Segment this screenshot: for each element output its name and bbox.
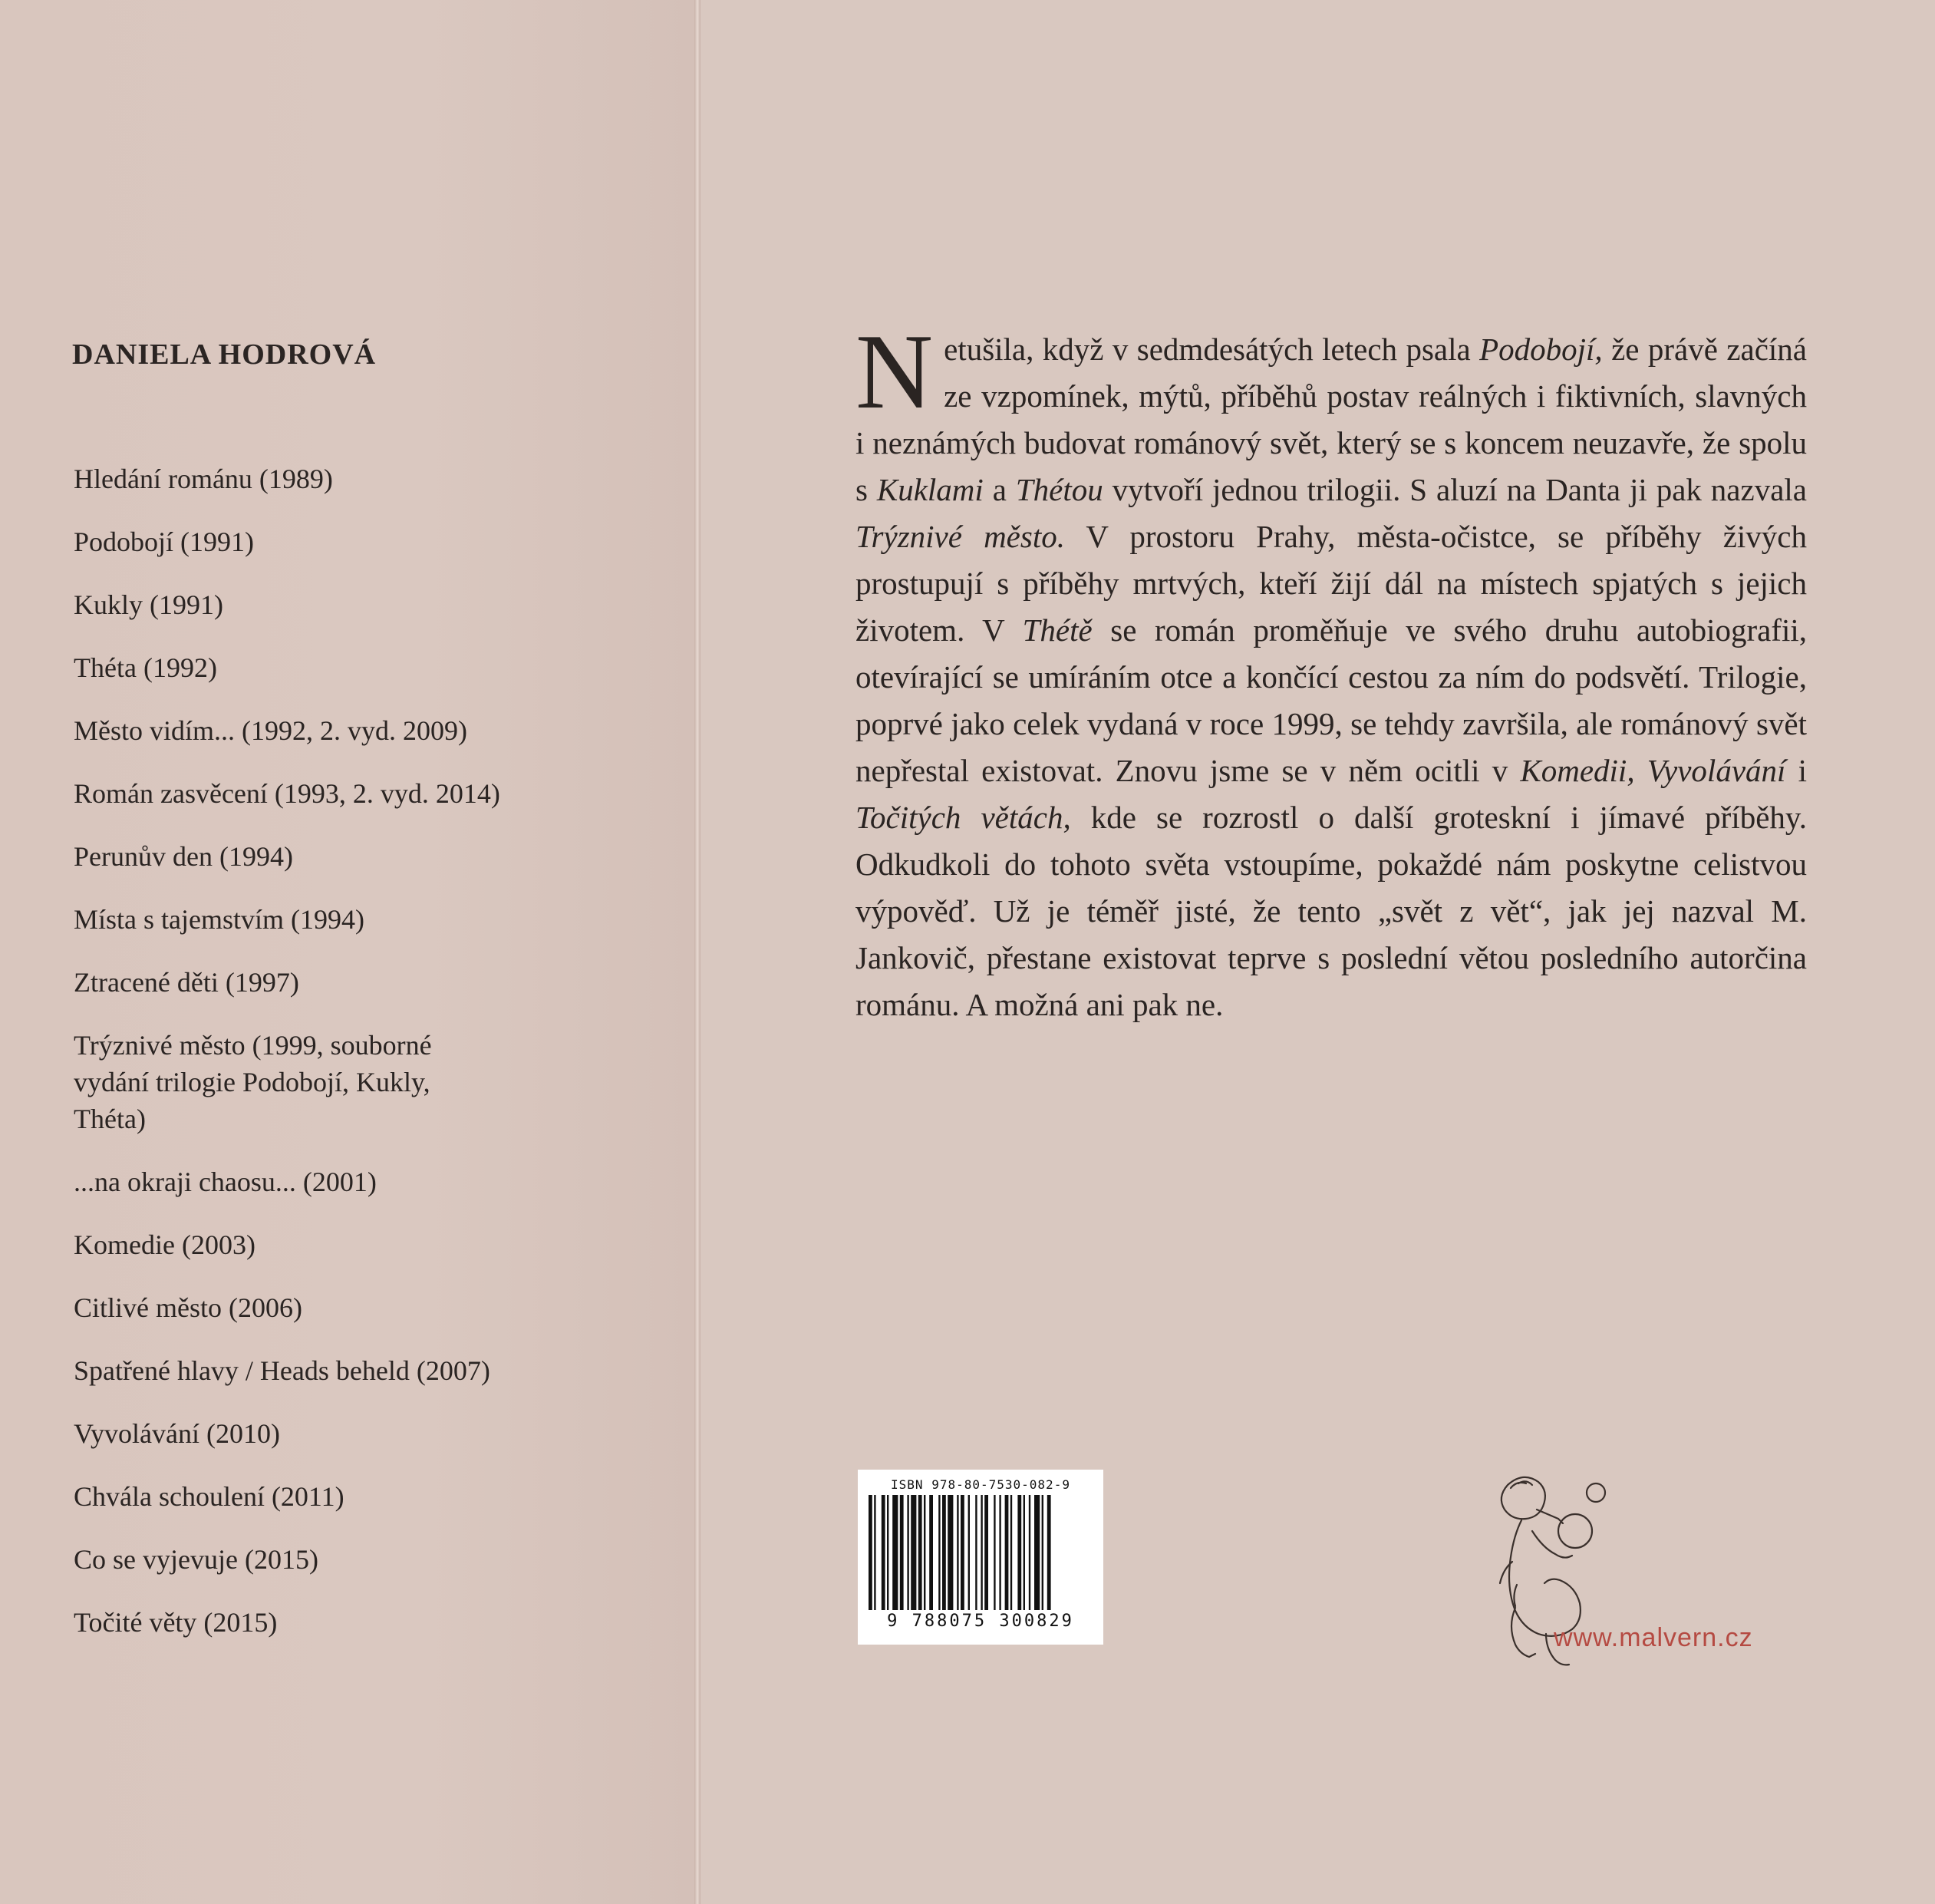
book-title: Podobojí, [1479,332,1603,367]
blurb-run: V prostoru Prahy, města-očistce, se příběhy živých prostupují s příběhy mrtvých, kteří žijí dál na místech spjatých s jejich životem. V [855,519,1807,648]
blurb-run: i [1785,753,1807,788]
book-title: Trýznivé město. [855,519,1065,554]
list-item: Točité věty (2015) [74,1607,278,1638]
list-item: Město vidím... (1992, 2. vyd. 2009) [74,715,467,746]
list-item: Podobojí (1991) [74,526,255,557]
list-item: Trýznivé město (1999, souborné vydání trilogie Podobojí, Kukly, Théta) [74,1030,432,1134]
list-item: Místa s tajemstvím (1994) [74,904,364,935]
list-item: Vyvolávání (2010) [74,1418,280,1449]
author-name: DANIELA HODROVÁ [72,338,377,371]
blurb-run: se román proměňuje ve svého druhu autobiografii, otevírající se umíráním otce a končící cestou za ním do podsvětí. Trilogie, poprvé jako celek vydaná v roce 1999, se tehdy završila, ale románový svět nepřestal existovat. Znovu jsme se v něm ocitli v [855,612,1807,788]
isbn-barcode [858,1470,1103,1645]
list-item: Hledání románu (1989) [74,464,333,494]
blurb-run: etušila, když v sedmdesátých letech psala [944,332,1480,367]
book-title: Komedii, Vyvolávání [1520,753,1786,788]
blurb-run: že právě začíná ze vzpomínek, mýtů, příběhů postav reálných i fiktivních, slavných i neznámých budovat románový svět, který se s koncem neuzavře, že spolu s [855,332,1807,507]
book-title: Kuklami [876,472,984,507]
isbn-label: ISBN 978-80-7530-082-9 [891,1477,1070,1492]
barcode-bars [865,1495,1096,1610]
bibliography-list [74,460,626,1667]
blurb-run: kde se rozrostl o další groteskní i jímavé příběhy. Odkudkoli do tohoto světa vstoupíme, pokaždé nám poskytne celistvou výpověď. Už je téměř jisté, že tento „svět z vět“, jak jej nazval M. Jankovič, přestane existovat teprve s poslední větou posledního autorčina románu. A možná ani pak ne. [855,800,1807,1022]
list-item: ...na okraji chaosu... (2001) [74,1166,377,1197]
list-item: Komedie (2003) [74,1229,255,1260]
drop-cap: N [855,312,934,431]
fold-line [694,0,700,1904]
list-item: Román zasvěcení (1993, 2. vyd. 2014) [74,778,500,809]
book-title: Thétou [1015,472,1103,507]
list-item: Co se vyjevuje (2015) [74,1544,318,1575]
blurb-text [855,312,1807,1028]
list-item: Chvála schoulení (2011) [74,1481,344,1512]
publisher-website: www.malvern.cz [1554,1623,1753,1652]
blurb-run: a [983,472,1016,507]
list-item: Ztracené děti (1997) [74,967,299,998]
list-item: Kukly (1991) [74,589,223,620]
list-item: Perunův den (1994) [74,841,293,872]
list-item: Théta (1992) [74,652,217,683]
blurb-run: vytvoří jednou trilogii. S aluzí na Danta ji pak nazvala [1103,472,1807,507]
book-title: Točitých větách, [855,800,1071,835]
book-title: Thétě [1022,612,1093,648]
list-item: Spatřené hlavy / Heads beheld (2007) [74,1355,490,1386]
barcode-digits: 9 788075 300829 [887,1612,1074,1631]
list-item: Citlivé město (2006) [74,1292,302,1323]
